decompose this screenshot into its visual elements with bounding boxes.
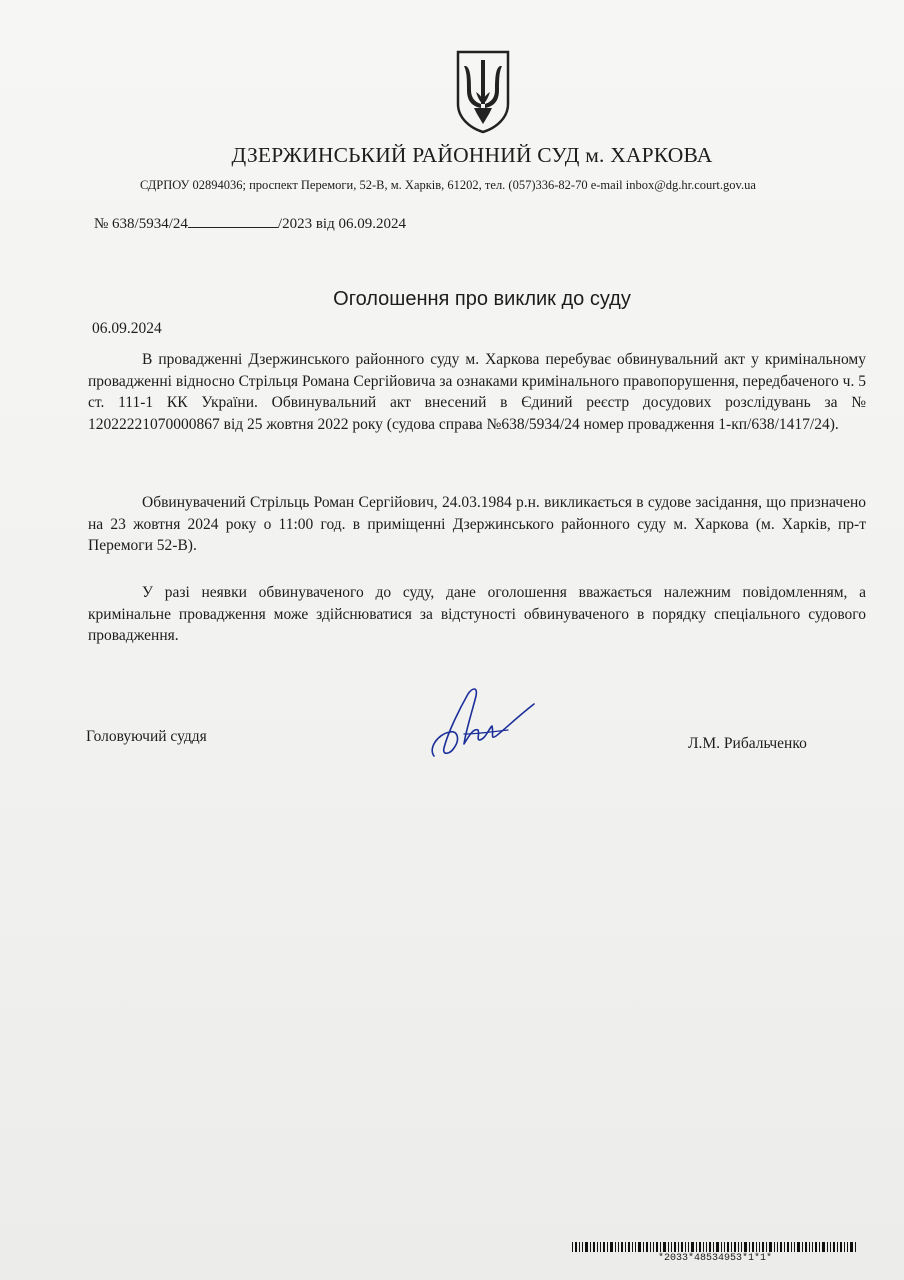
document-date: 06.09.2024: [92, 320, 162, 337]
judge-name: Л.М. Рибальченко: [688, 735, 807, 752]
handwritten-signature: [424, 678, 544, 768]
trident-coat-of-arms-icon: [454, 48, 512, 134]
document-title: Оголошення про виклик до суду: [333, 288, 631, 310]
reference-year-date: /2023 від 06.09.2024: [277, 216, 406, 232]
paragraph-nonappearance: У разі неявки обвинуваченого до суду, дане оголошення вважається належним повідомленням, а кримінальне провадження може здійснюватися за відстуності обвинуваченого в порядку спеціального судового провадження.: [88, 584, 866, 644]
judge-role: Головуючий суддя: [86, 728, 207, 745]
paragraph-summons: Обвинувачений Стрільць Роман Сергійович, 24.03.1984 р.н. викликається в судове засідання, що призначено на 23 жовтня 2024 року о 11:00 год. в приміщенні Дзержинського районного суду м. Харкова (м. Харків, пр-т Перемоги 52-В).: [88, 494, 866, 554]
barcode-icon: [572, 1242, 856, 1252]
paragraph-case: В провадженні Дзержинського районного суду м. Харкова перебуває обвинувальний акт у кримінальному провадженні відносно Стрільця Романа Сергійовича за ознаками кримінального правопорушення, передбаченого ч. 5 ст. 111-1 КК України. Обвинувальний акт внесений в Єдиний реєстр досудових розслідувань за № 12022221070000867 від 25 жовтня 2022 року (судова справа №638/5934/24 номер провадження 1-кп/638/1417/24).: [88, 351, 866, 433]
reference-number: № 638/5934/24: [94, 216, 188, 232]
blank-line: [188, 215, 278, 228]
reference-line: [94, 215, 406, 233]
barcode-text: *2033*48534953*1*1*: [658, 1253, 773, 1264]
court-name: ДЗЕРЖИНСЬКИЙ РАЙОННИЙ СУД м. ХАРКОВА: [231, 143, 713, 167]
court-address: СДРПОУ 02894036; проспект Перемоги, 52-В, м. Харків, 61202, тел. (057)336-82-70 e-mail inbox@dg.hr.court.gov.ua: [140, 178, 756, 192]
